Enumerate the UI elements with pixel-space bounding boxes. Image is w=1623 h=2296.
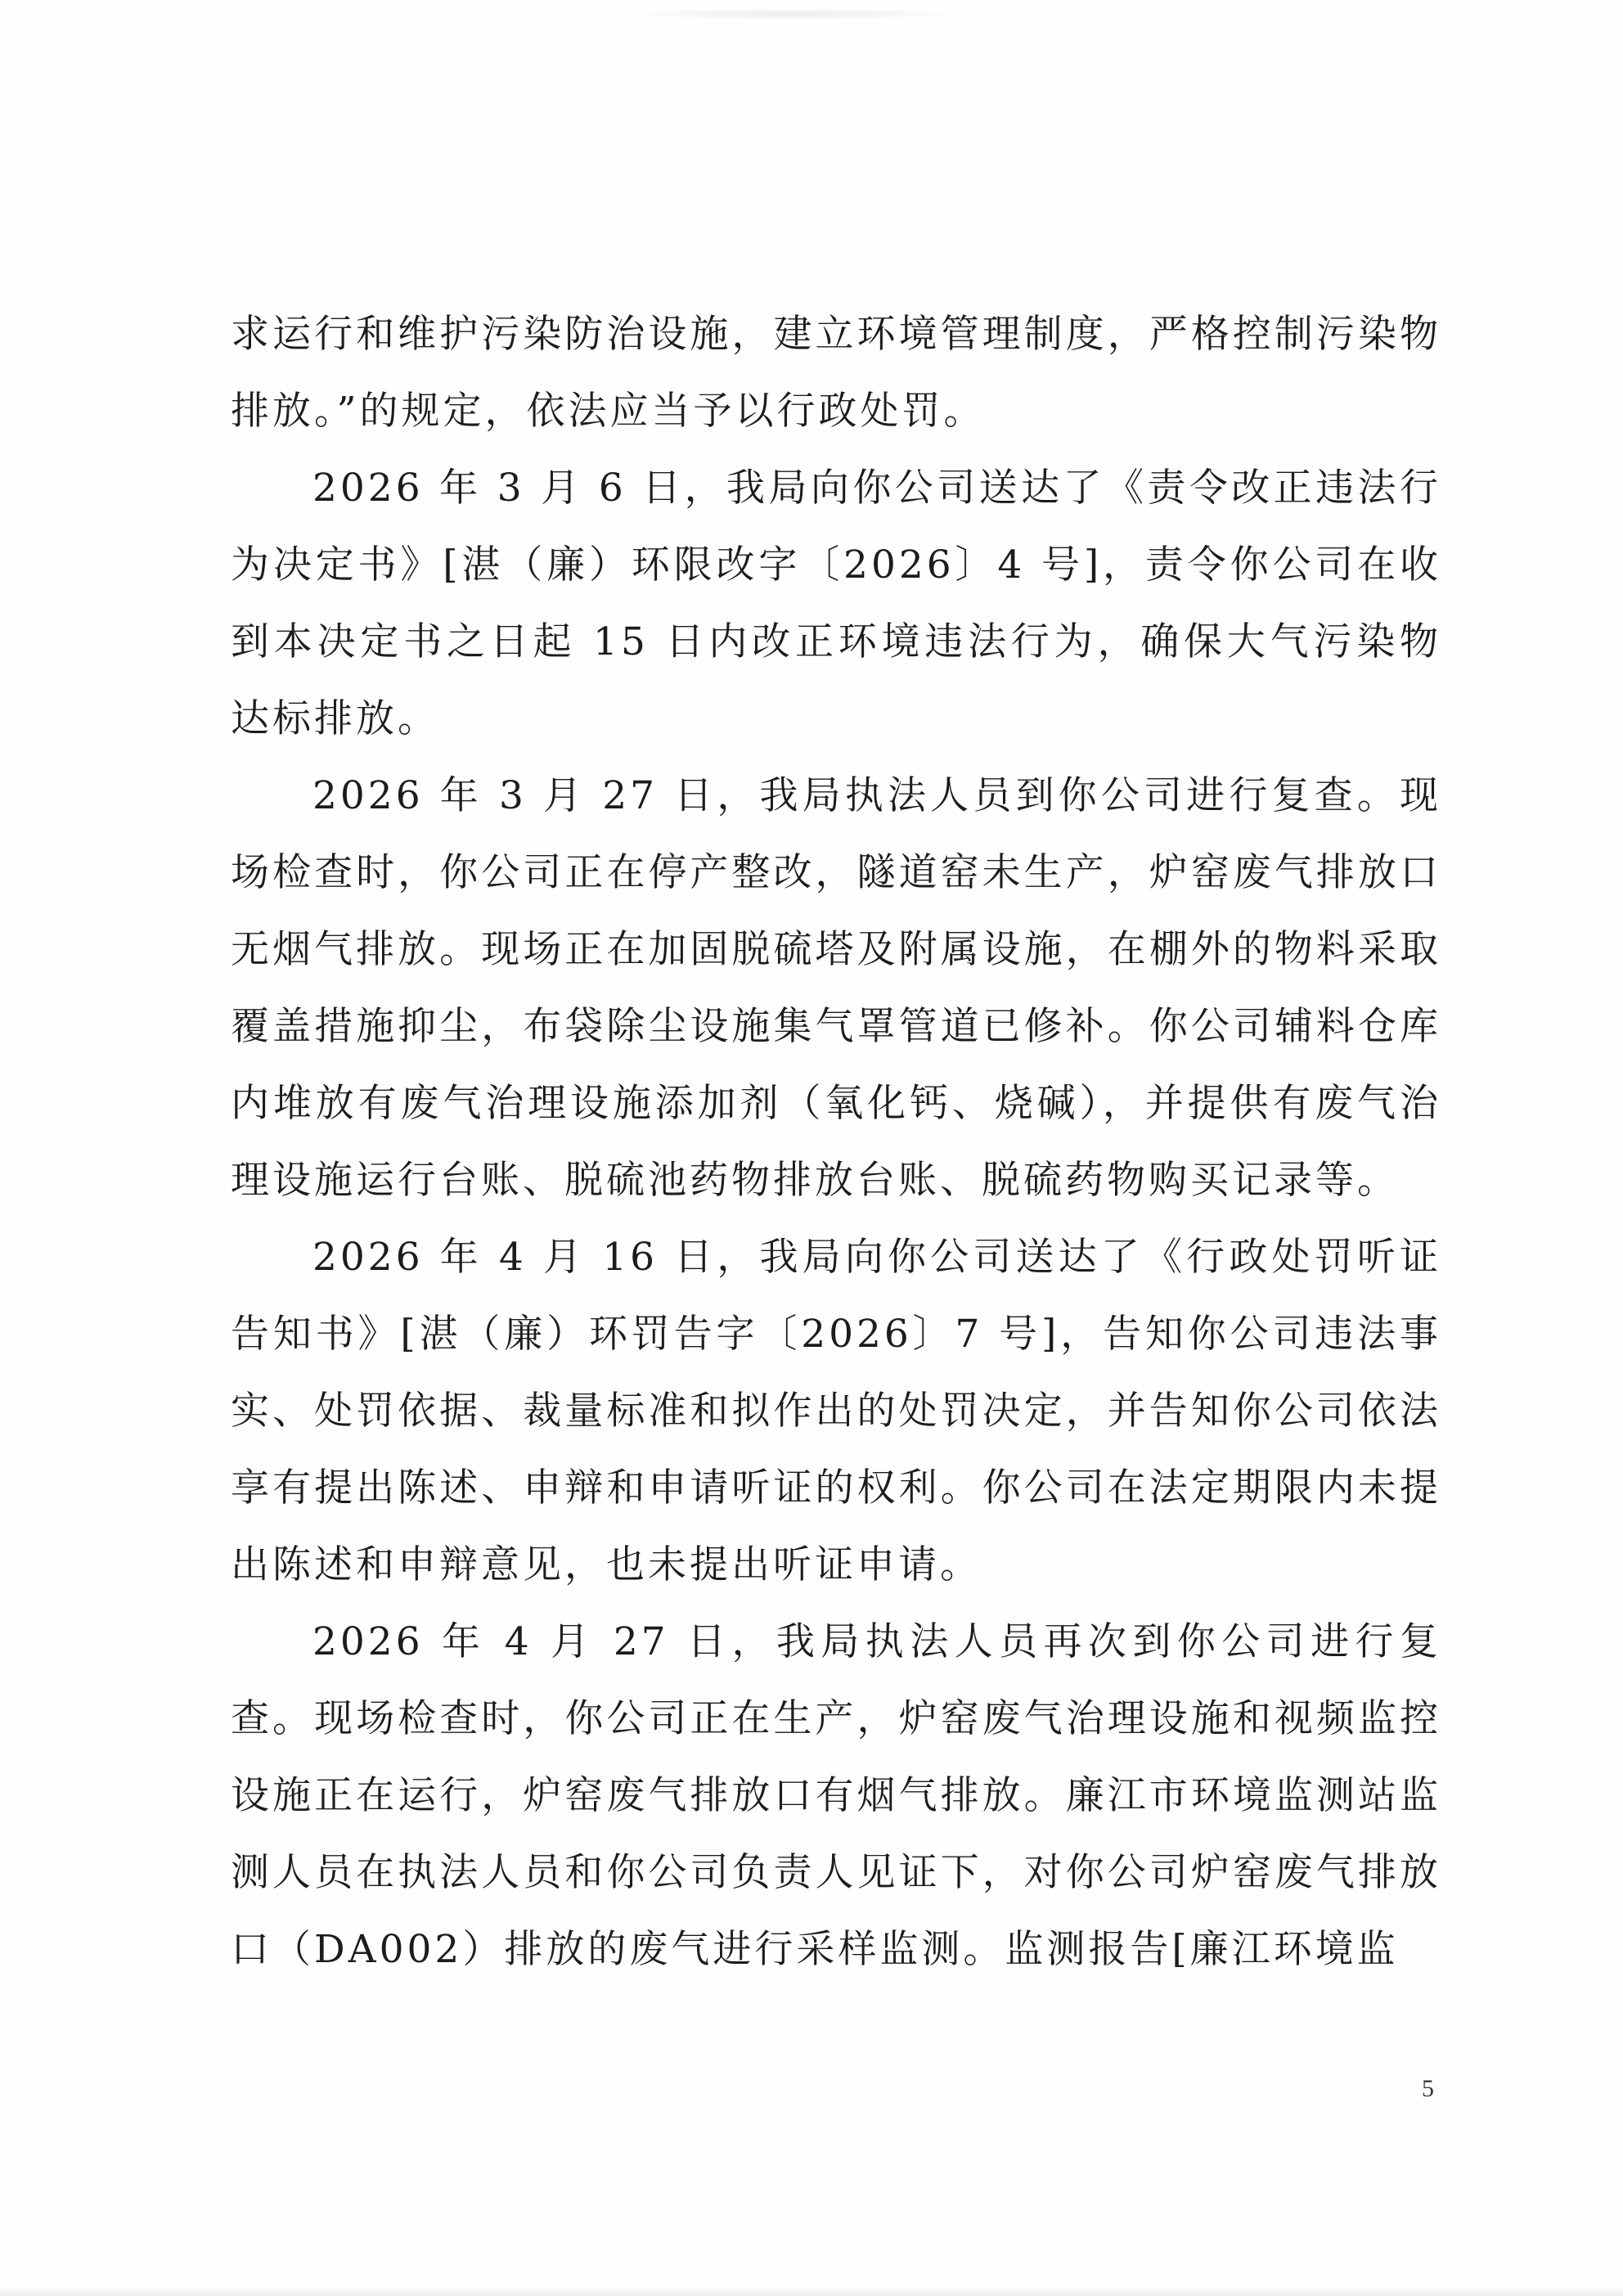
paragraph-rectification-order: 2026 年 3 月 6 日，我局向你公司送达了《责令改正违法行为决定书》[湛（廉）环限改字〔2026〕4 号]，责令你公司在收到本决定书之日起 15 日内改正环境违法行为，确保大气污染物达标排放。 bbox=[231, 466, 1441, 741]
paragraph-continuation: 求运行和维护污染防治设施，建立环境管理制度，严格控制污染物排放。”的规定，依法应当予以行政处罚。 bbox=[231, 312, 1441, 434]
paragraph-hearing-notice: 2026 年 4 月 16 日，我局向你公司送达了《行政处罚听证告知书》[湛（廉）环罚告字〔2026〕7 号]，告知你公司违法事实、处罚依据、裁量标准和拟作出的处罚决定，并告知你公司依法享有提出陈述、申辩和申请听证的权利。你公司在法定期限内未提出陈述和申辩意见，也未提出听证申请。 bbox=[231, 1235, 1441, 1587]
paragraph-first-reinspection: 2026 年 3 月 27 日，我局执法人员到你公司进行复查。现场检查时，你公司正在停产整改，隧道窑未生产，炉窑废气排放口无烟气排放。现场正在加固脱硫塔及附属设施，在棚外的物料采取覆盖措施抑尘，布袋除尘设施集气罩管道已修补。你公司辅料仓库内堆放有废气治理设施添加剂（氧化钙、烧碱），并提供有废气治理设施运行台账、脱硫池药物排放台账、脱硫药物购买记录等。 bbox=[231, 773, 1441, 1203]
page-number: 5 bbox=[1422, 2075, 1434, 2102]
document-body bbox=[231, 296, 1441, 1988]
scan-edge bbox=[0, 2285, 1623, 2296]
paragraph-second-reinspection: 2026 年 4 月 27 日，我局执法人员再次到你公司进行复查。现场检查时，你公司正在生产，炉窑废气治理设施和视频监控设施正在运行，炉窑废气排放口有烟气排放。廉江市环境监测站监测人员在执法人员和你公司负责人见证下，对你公司炉窑废气排放口（DA002）排放的废气进行采样监测。监测报告[廉江环境监 bbox=[231, 1619, 1441, 1972]
scan-artifact bbox=[622, 8, 965, 20]
